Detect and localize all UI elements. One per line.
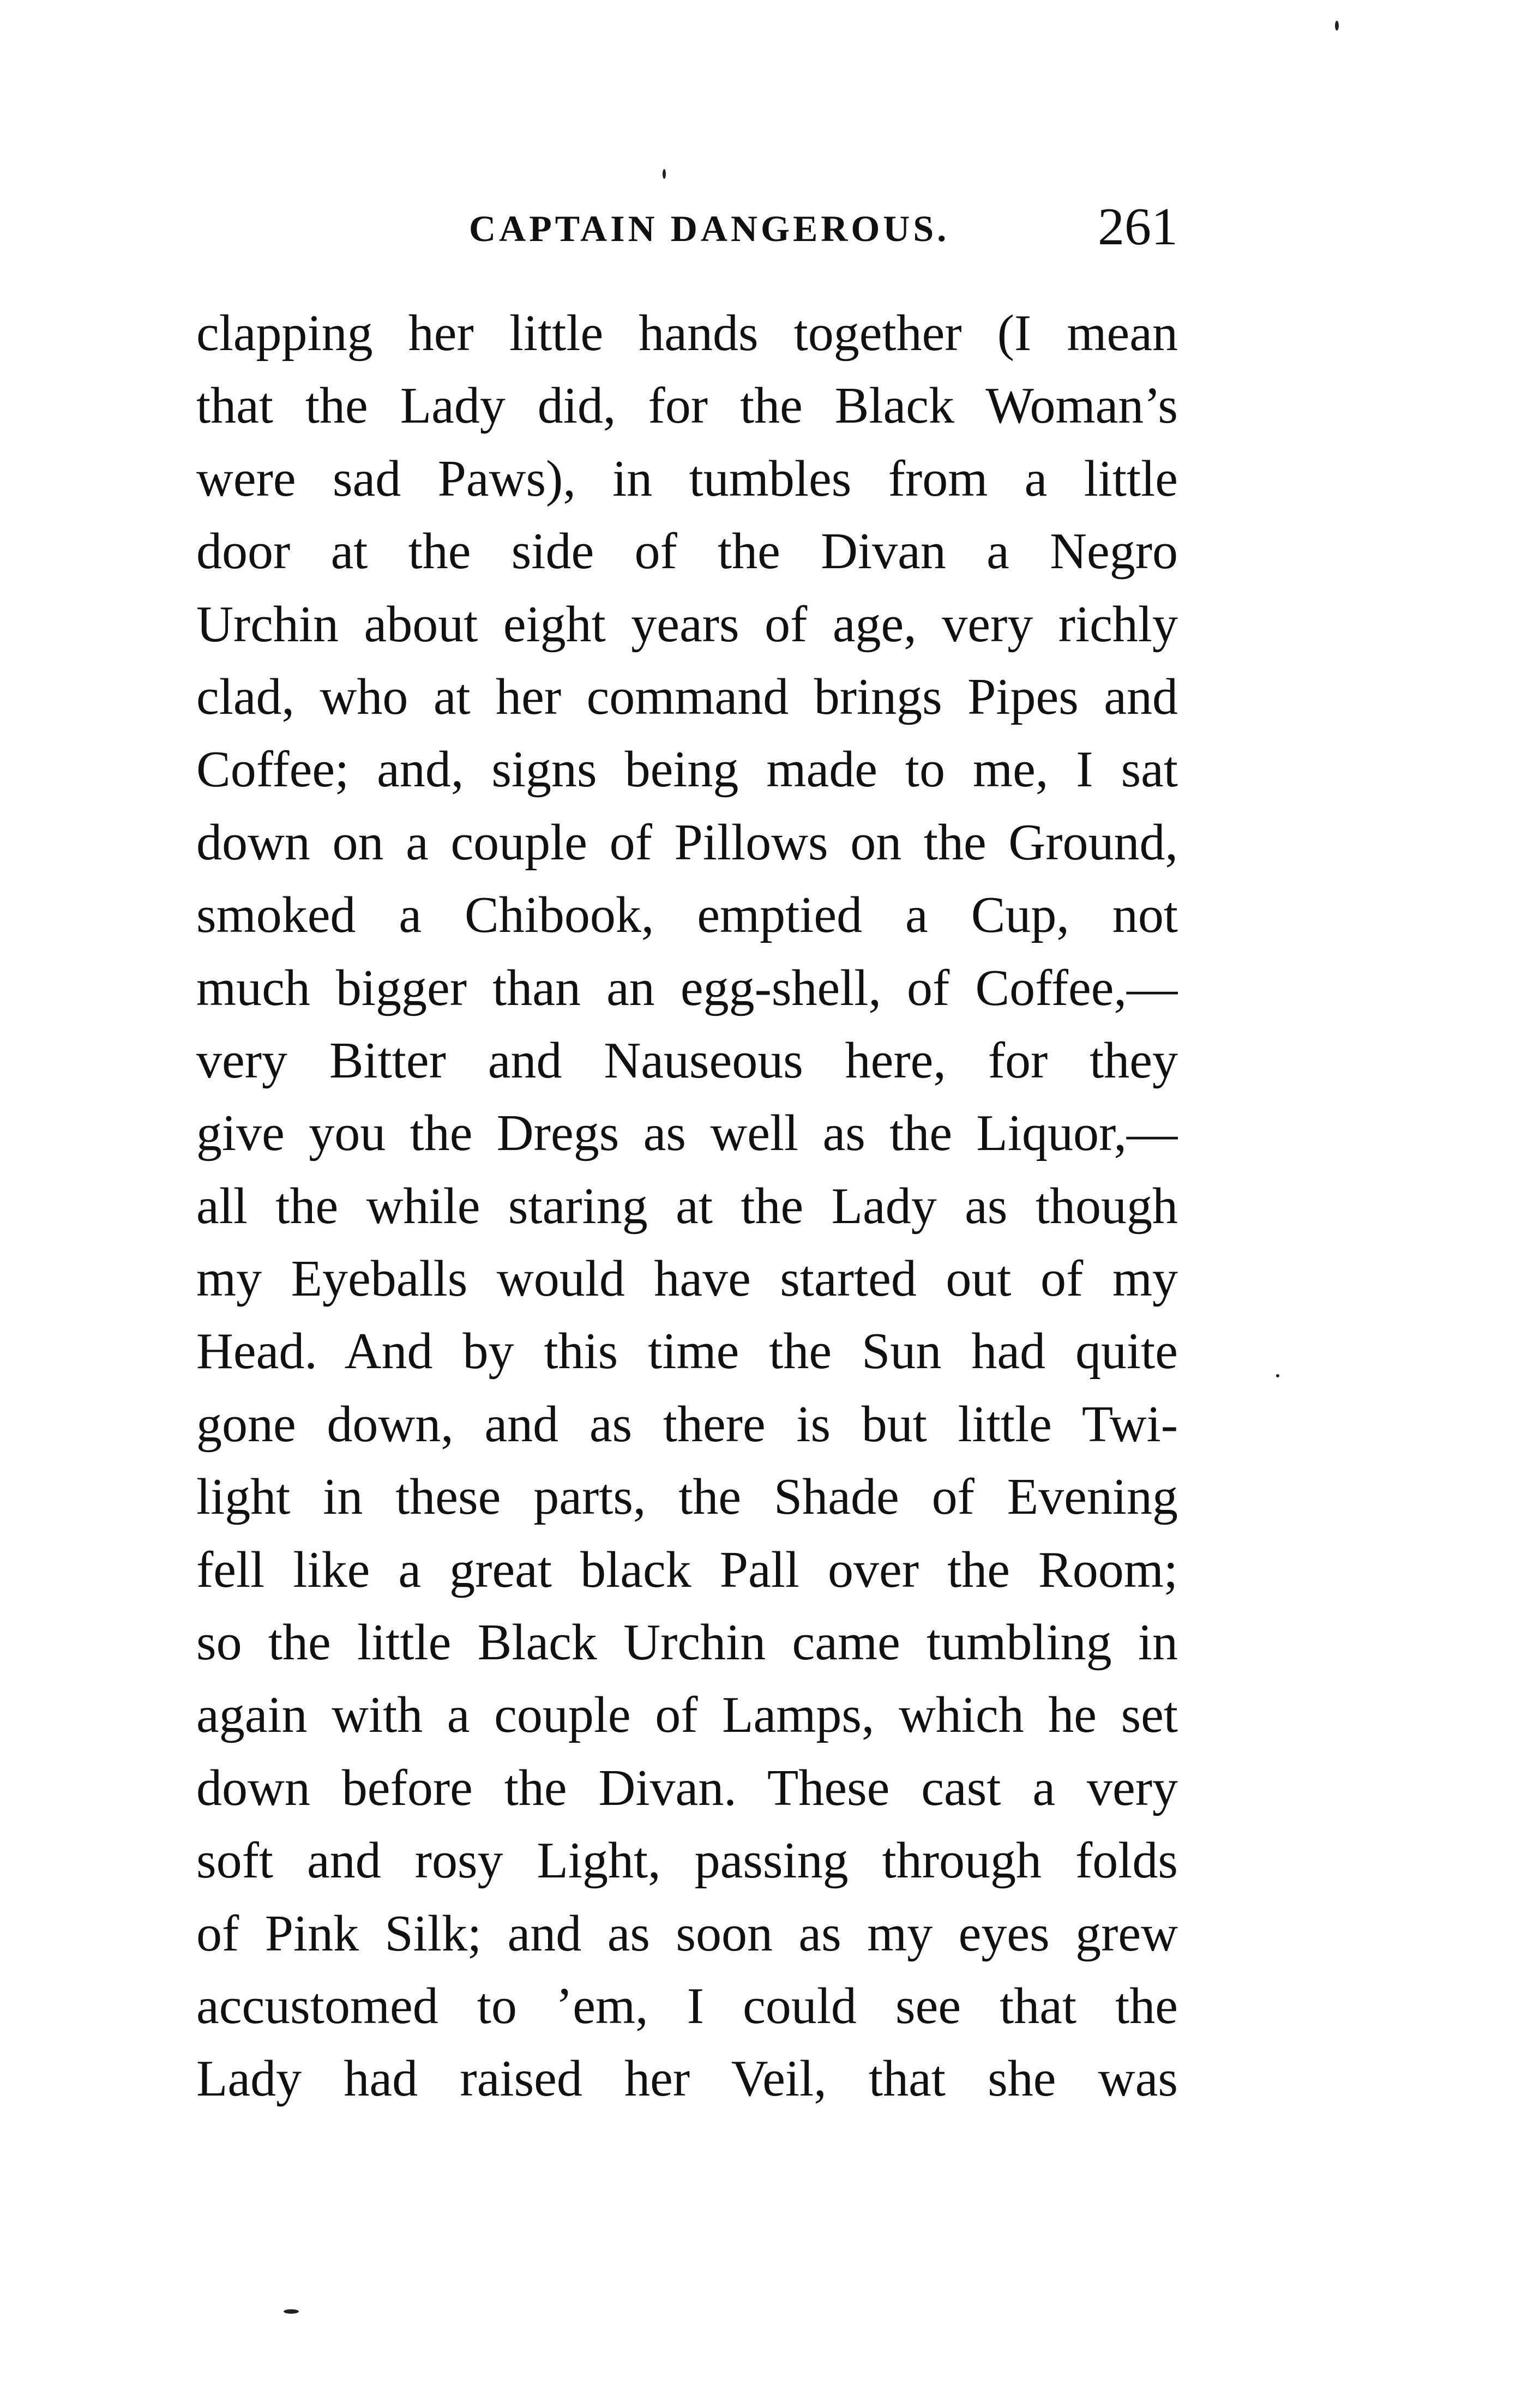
running-title: CAPTAIN DANGEROUS.: [469, 208, 950, 249]
text-line: fell like a great black Pall over the Room;: [196, 1541, 1178, 1598]
scan-speck: [284, 2309, 299, 2314]
text-line: smoked a Chibook, emptied a Cup, not: [196, 887, 1178, 944]
text-line: so the little Black Urchin came tumbling in: [196, 1614, 1178, 1671]
body-text: [196, 297, 1178, 2116]
text-line: soft and rosy Light, passing through folds: [196, 1832, 1178, 1889]
text-line: that the Lady did, for the Black Woman’s: [196, 377, 1178, 435]
text-line: Lady had raised her Veil, that she was: [196, 2050, 1178, 2108]
text-line: Coffee; and, signs being made to me, I sat: [196, 741, 1178, 798]
page-number: 261: [1098, 197, 1178, 256]
text-line: clapping her little hands together (I mean: [196, 305, 1178, 362]
text-line: my Eyeballs would have started out of my: [196, 1250, 1178, 1308]
text-line: all the while staring at the Lady as though: [196, 1177, 1178, 1235]
text-line: gone down, and as there is but little Twi-: [196, 1395, 1178, 1453]
scan-speck: [663, 169, 666, 179]
scan-speck: [1335, 21, 1339, 31]
text-line: Head. And by this time the Sun had quite: [196, 1323, 1178, 1380]
text-line: down on a couple of Pillows on the Ground,: [196, 814, 1178, 871]
text-line: light in these parts, the Shade of Evening: [196, 1468, 1178, 1526]
text-line: clad, who at her command brings Pipes and: [196, 668, 1178, 725]
scan-speck: [1276, 1374, 1279, 1377]
text-line: much bigger than an egg-shell, of Coffee,—: [196, 959, 1178, 1016]
text-line: down before the Divan. These cast a very: [196, 1759, 1178, 1816]
text-line: very Bitter and Nauseous here, for they: [196, 1032, 1178, 1089]
running-head: [196, 196, 1178, 256]
text-line: Urchin about eight years of age, very richly: [196, 595, 1178, 653]
text-line: were sad Paws), in tumbles from a little: [196, 450, 1178, 507]
text-line: of Pink Silk; and as soon as my eyes grew: [196, 1905, 1178, 1962]
text-line: give you the Dregs as well as the Liquor,—: [196, 1105, 1178, 1162]
text-line: again with a couple of Lamps, which he set: [196, 1687, 1178, 1744]
text-line: accustomed to ’em, I could see that the: [196, 1977, 1178, 2034]
text-line: door at the side of the Divan a Negro: [196, 523, 1178, 580]
